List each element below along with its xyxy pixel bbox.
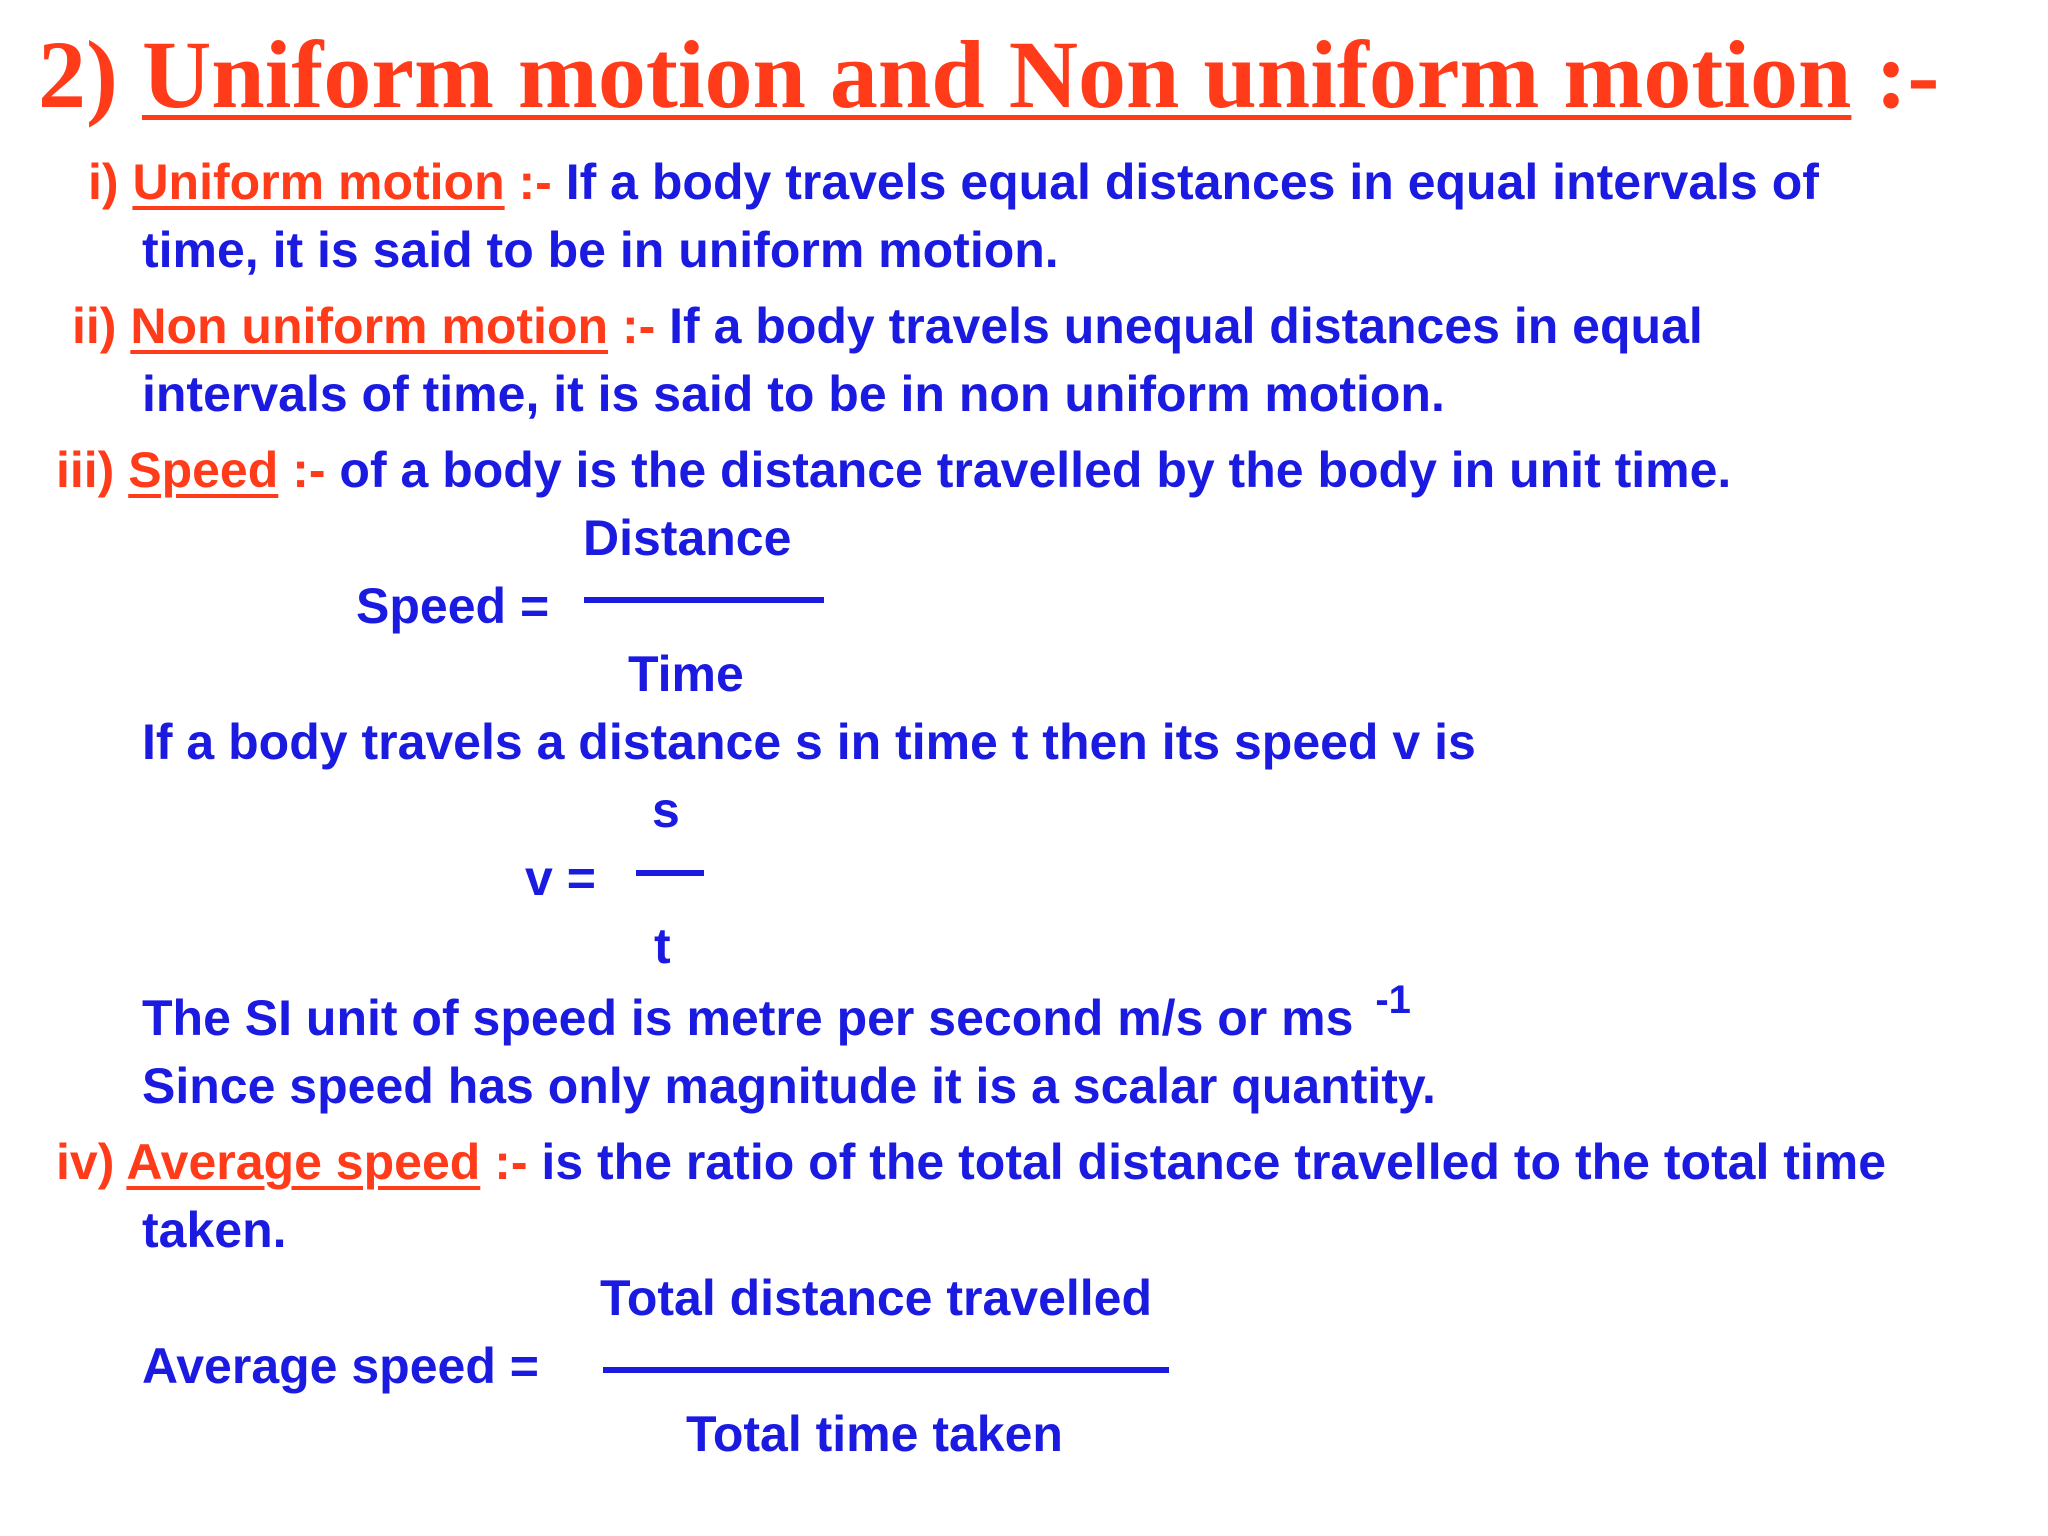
si-unit-text: The SI unit of speed is metre per second m/s or ms	[142, 990, 1354, 1046]
item-non-uniform-motion	[72, 296, 1703, 356]
item-average-speed	[56, 1132, 1886, 1192]
item-separator: :-	[292, 442, 326, 498]
item-definition: of a body is the distance travelled by the body in unit time.	[339, 442, 1732, 498]
speed-formula-numerator: Distance	[583, 510, 792, 566]
item-separator: :-	[621, 298, 656, 354]
item-numeral: iii)	[56, 442, 115, 498]
title-number: 2)	[38, 21, 118, 128]
item-non-uniform-motion-continued: intervals of time, it is said to be in non uniform motion.	[142, 366, 1445, 422]
item-average-speed-continued: taken.	[142, 1202, 287, 1258]
title-suffix: :-	[1875, 21, 1940, 128]
item-term: Speed	[128, 442, 279, 498]
item-separator: :-	[494, 1134, 528, 1190]
item-uniform-motion-continued: time, it is said to be in uniform motion.	[142, 222, 1059, 278]
item-separator: :-	[518, 154, 552, 210]
v-fraction-bar	[636, 870, 704, 876]
item-definition: is the ratio of the total distance travelled to the total time	[541, 1134, 1887, 1190]
item-numeral: iv)	[56, 1134, 115, 1190]
scalar-quantity-note: Since speed has only magnitude it is a scalar quantity.	[142, 1058, 1436, 1114]
v-formula-numerator: s	[652, 782, 680, 838]
speed-formula-denominator: Time	[628, 646, 744, 702]
title-heading: Uniform motion and Non uniform motion	[141, 21, 1852, 128]
average-speed-fraction-bar	[603, 1367, 1169, 1373]
item-definition: If a body travels equal distances in equal intervals of	[565, 154, 1819, 210]
item-uniform-motion	[88, 152, 1819, 212]
item-numeral: i)	[88, 154, 119, 210]
item-term: Uniform motion	[132, 154, 505, 210]
si-unit-statement	[142, 978, 1411, 1052]
item-term: Non uniform motion	[130, 298, 609, 354]
item-numeral: ii)	[72, 298, 117, 354]
speed-definition-sentence: If a body travels a distance s in time t then its speed v is	[142, 714, 1476, 770]
average-speed-numerator: Total distance travelled	[600, 1270, 1153, 1326]
item-speed	[56, 440, 1731, 500]
si-unit-superscript: -1	[1375, 978, 1411, 1022]
average-speed-lhs: Average speed =	[142, 1338, 539, 1394]
item-definition: If a body travels unequal distances in equal	[669, 298, 1703, 354]
speed-formula-lhs: Speed =	[356, 578, 550, 634]
average-speed-denominator: Total time taken	[686, 1406, 1063, 1462]
item-term: Average speed	[126, 1134, 481, 1190]
v-formula-denominator: t	[654, 918, 671, 974]
v-formula-lhs: v =	[525, 850, 596, 906]
page-title	[38, 20, 1939, 130]
speed-fraction-bar	[584, 597, 824, 603]
